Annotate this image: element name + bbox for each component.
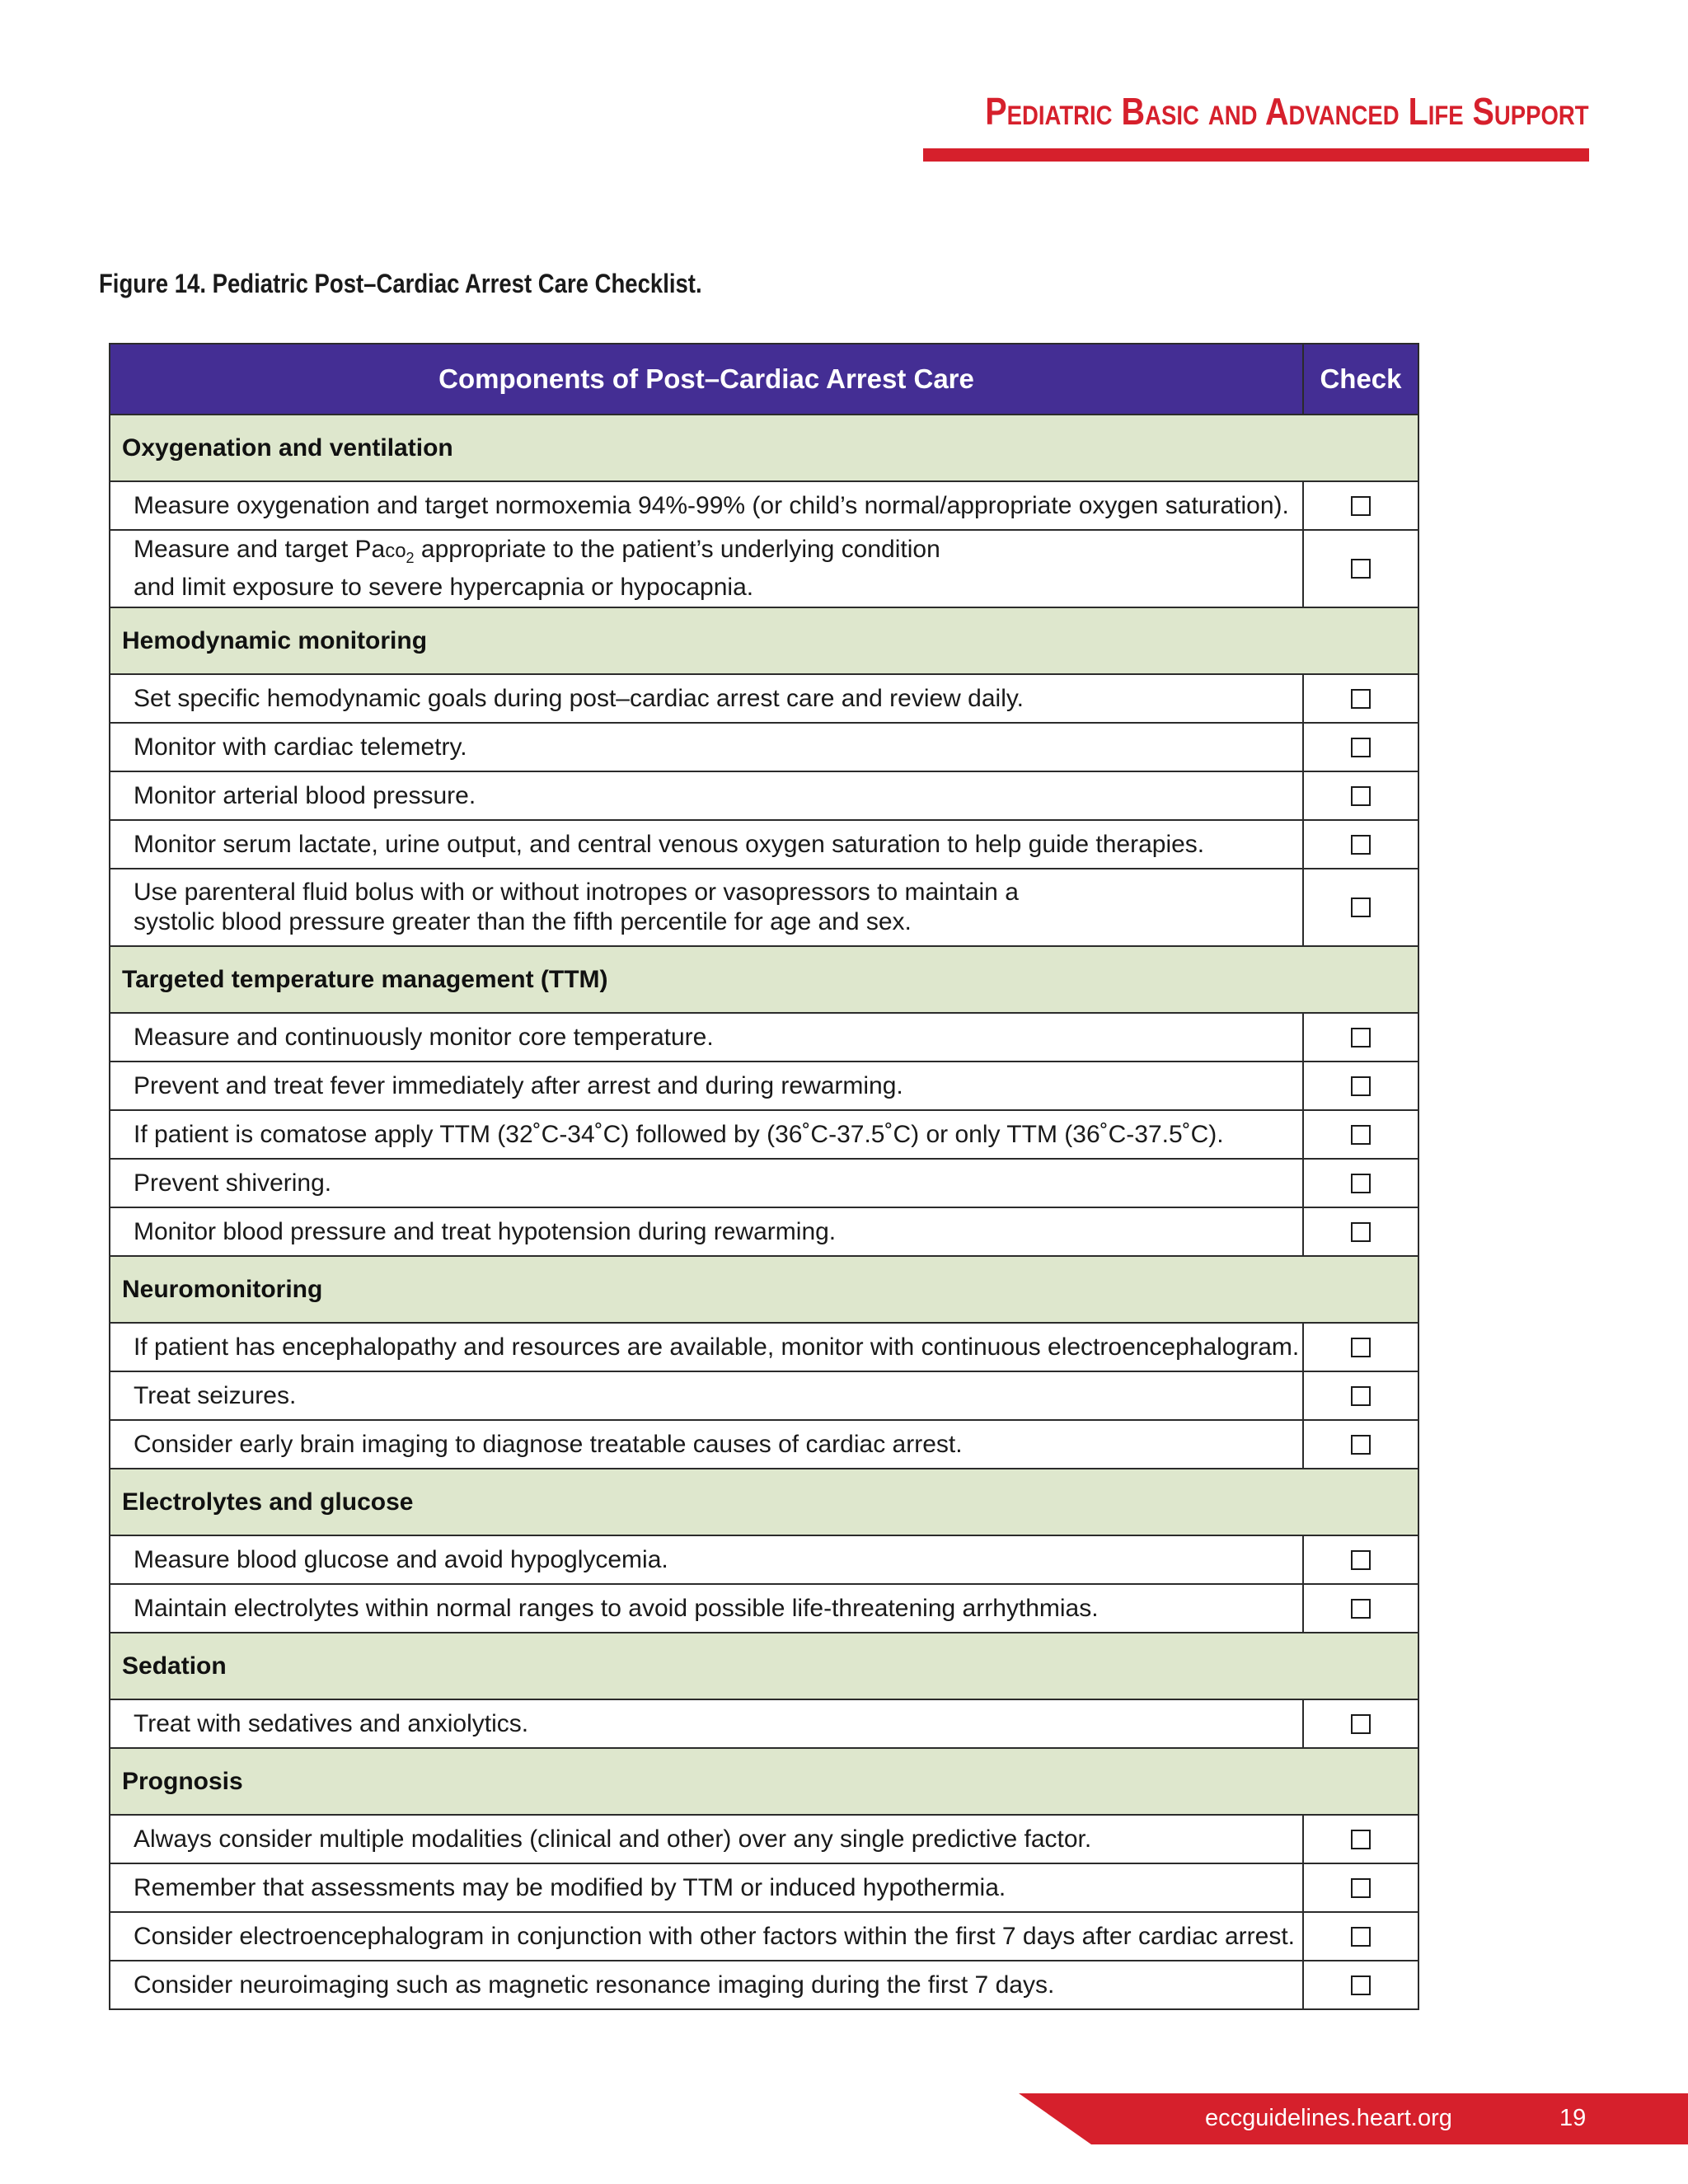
checkbox-cell[interactable] <box>1303 1699 1418 1748</box>
checklist-item-text: If patient is comatose apply TTM (32˚C-34˚C) followed by (36˚C-37.5˚C) or only TTM (36˚C-37.5˚C). <box>110 1110 1303 1159</box>
item-line-1 <box>134 536 940 566</box>
checkbox-cell[interactable] <box>1303 869 1418 946</box>
section-row-electrolytes <box>110 1469 1418 1535</box>
checklist-row <box>110 1863 1418 1912</box>
checklist-item-text: Monitor serum lactate, urine output, and central venous oxygen saturation to help guide therapies. <box>110 820 1303 869</box>
checklist-item-text: Consider neuroimaging such as magnetic resonance imaging during the first 7 days. <box>110 1961 1303 2009</box>
checklist-row <box>110 1207 1418 1256</box>
checkbox-cell[interactable] <box>1303 723 1418 771</box>
checkbox-icon[interactable] <box>1351 1174 1371 1193</box>
section-title: Oxygenation and ventilation <box>110 415 1418 481</box>
checklist-row <box>110 1013 1418 1062</box>
section-title: Electrolytes and glucose <box>110 1469 1418 1535</box>
checklist-row <box>110 1420 1418 1469</box>
checkbox-cell[interactable] <box>1303 1863 1418 1912</box>
checkbox-cell[interactable] <box>1303 771 1418 820</box>
checkbox-icon[interactable] <box>1351 1076 1371 1096</box>
checklist-row <box>110 1062 1418 1110</box>
checklist-row <box>110 1961 1418 2009</box>
checkbox-icon[interactable] <box>1351 689 1371 709</box>
checkbox-icon[interactable] <box>1351 786 1371 806</box>
checkbox-cell[interactable] <box>1303 1420 1418 1469</box>
figure-caption: Figure 14. Pediatric Post–Cardiac Arrest Care Checklist. <box>99 269 702 298</box>
checkbox-icon[interactable] <box>1351 1125 1371 1145</box>
checklist-row <box>110 674 1418 723</box>
checklist-item-text: Measure and continuously monitor core temperature. <box>110 1013 1303 1062</box>
checklist-row <box>110 869 1418 946</box>
checkbox-cell[interactable] <box>1303 1013 1418 1062</box>
checkbox-icon[interactable] <box>1351 738 1371 757</box>
paco2-suffix: appropriate to the patient’s underlying condition <box>414 536 940 563</box>
checklist-item-text <box>110 530 1303 607</box>
checkbox-cell[interactable] <box>1303 674 1418 723</box>
checkbox-icon[interactable] <box>1351 1714 1371 1734</box>
checklist-item-text: Set specific hemodynamic goals during post–cardiac arrest care and review daily. <box>110 674 1303 723</box>
checklist-item-text: Monitor arterial blood pressure. <box>110 771 1303 820</box>
paco2-co: co <box>385 540 406 562</box>
paco2-subscript: 2 <box>406 550 415 566</box>
checklist-item-text: Treat with sedatives and anxiolytics. <box>110 1699 1303 1748</box>
checklist-item-text: Consider early brain imaging to diagnose treatable causes of cardiac arrest. <box>110 1420 1303 1469</box>
checkbox-icon[interactable] <box>1351 496 1371 516</box>
column-header-components: Components of Post–Cardiac Arrest Care <box>110 344 1303 415</box>
checkbox-icon[interactable] <box>1351 1878 1371 1898</box>
checkbox-icon[interactable] <box>1351 898 1371 917</box>
section-row-sedation <box>110 1633 1418 1699</box>
page-number: 19 <box>1559 2105 1587 2131</box>
checklist-row <box>110 1699 1418 1748</box>
section-row-ttm <box>110 946 1418 1013</box>
checkbox-icon[interactable] <box>1351 1222 1371 1242</box>
footer-url-link[interactable]: eccguidelines.heart.org <box>1205 2105 1452 2131</box>
checklist-row <box>110 1110 1418 1159</box>
section-title: Targeted temperature management (TTM) <box>110 946 1418 1013</box>
checklist-row <box>110 481 1418 530</box>
checklist-item-text: Remember that assessments may be modified by TTM or induced hypothermia. <box>110 1863 1303 1912</box>
checklist-item-text: Monitor blood pressure and treat hypotension during rewarming. <box>110 1207 1303 1256</box>
checkbox-cell[interactable] <box>1303 1815 1418 1863</box>
checklist-item-text: Prevent shivering. <box>110 1159 1303 1207</box>
checklist-item-text: Consider electroencephalogram in conjunction with other factors within the first 7 days after cardiac arrest. <box>110 1912 1303 1961</box>
checkbox-icon[interactable] <box>1351 1830 1371 1849</box>
section-row-oxygenation <box>110 415 1418 481</box>
checkbox-cell[interactable] <box>1303 1062 1418 1110</box>
checklist-row <box>110 530 1418 607</box>
section-row-neuromonitoring <box>110 1256 1418 1323</box>
section-title: Sedation <box>110 1633 1418 1699</box>
checkbox-cell[interactable] <box>1303 1535 1418 1584</box>
checkbox-icon[interactable] <box>1351 1028 1371 1047</box>
checkbox-icon[interactable] <box>1351 1975 1371 1995</box>
checklist-item-text: Measure blood glucose and avoid hypoglycemia. <box>110 1535 1303 1584</box>
checklist-row <box>110 1323 1418 1371</box>
column-header-check: Check <box>1303 344 1418 415</box>
checklist-item-text <box>110 869 1303 946</box>
checklist-row <box>110 1584 1418 1633</box>
checkbox-icon[interactable] <box>1351 1386 1371 1406</box>
checkbox-cell[interactable] <box>1303 1912 1418 1961</box>
checklist-row <box>110 771 1418 820</box>
paco2-prefix: Measure and target Pa <box>134 536 386 563</box>
checkbox-icon[interactable] <box>1351 1550 1371 1570</box>
section-row-hemodynamic <box>110 607 1418 674</box>
checklist-row <box>110 723 1418 771</box>
checkbox-icon[interactable] <box>1351 1927 1371 1947</box>
item-line-2: systolic blood pressure greater than the fifth percentile for age and sex. <box>134 908 912 935</box>
checklist-row <box>110 1912 1418 1961</box>
checklist-row <box>110 1815 1418 1863</box>
header-rule <box>923 148 1589 162</box>
section-title: Hemodynamic monitoring <box>110 607 1418 674</box>
checklist-item-text: Prevent and treat fever immediately after arrest and during rewarming. <box>110 1062 1303 1110</box>
checklist-row <box>110 1159 1418 1207</box>
checkbox-cell[interactable] <box>1303 1961 1418 2009</box>
checklist-row <box>110 1371 1418 1420</box>
section-title: Prognosis <box>110 1748 1418 1815</box>
checkbox-cell[interactable] <box>1303 481 1418 530</box>
checkbox-cell[interactable] <box>1303 530 1418 607</box>
section-row-prognosis <box>110 1748 1418 1815</box>
checklist-item-text: If patient has encephalopathy and resources are available, monitor with continuous electroencephalogram. <box>110 1323 1303 1371</box>
checklist-item-text: Always consider multiple modalities (clinical and other) over any single predictive factor. <box>110 1815 1303 1863</box>
checkbox-icon[interactable] <box>1351 559 1371 579</box>
running-header-title: Pediatric Basic and Advanced Life Support <box>985 90 1589 133</box>
checkbox-cell[interactable] <box>1303 1159 1418 1207</box>
checklist-item-text: Monitor with cardiac telemetry. <box>110 723 1303 771</box>
checkbox-cell[interactable] <box>1303 1371 1418 1420</box>
checklist-item-text: Measure oxygenation and target normoxemia 94%-99% (or child’s normal/appropriate oxygen saturation). <box>110 481 1303 530</box>
section-title: Neuromonitoring <box>110 1256 1418 1323</box>
checkbox-icon[interactable] <box>1351 1599 1371 1619</box>
checkbox-cell[interactable] <box>1303 1207 1418 1256</box>
checkbox-cell[interactable] <box>1303 1584 1418 1633</box>
checklist-item-text: Treat seizures. <box>110 1371 1303 1420</box>
checkbox-icon[interactable] <box>1351 1435 1371 1455</box>
item-line-1: Use parenteral fluid bolus with or without inotropes or vasopressors to maintain a <box>134 879 1019 906</box>
checkbox-icon[interactable] <box>1351 835 1371 855</box>
item-line-2: and limit exposure to severe hypercapnia or hypocapnia. <box>134 574 754 601</box>
checklist-row <box>110 820 1418 869</box>
checkbox-cell[interactable] <box>1303 820 1418 869</box>
table-header-row <box>110 344 1418 415</box>
checkbox-cell[interactable] <box>1303 1323 1418 1371</box>
post-cardiac-arrest-checklist-table <box>109 343 1419 2010</box>
checklist-row <box>110 1535 1418 1584</box>
checkbox-cell[interactable] <box>1303 1110 1418 1159</box>
checkbox-icon[interactable] <box>1351 1338 1371 1357</box>
checklist-item-text: Maintain electrolytes within normal ranges to avoid possible life-threatening arrhythmias. <box>110 1584 1303 1633</box>
